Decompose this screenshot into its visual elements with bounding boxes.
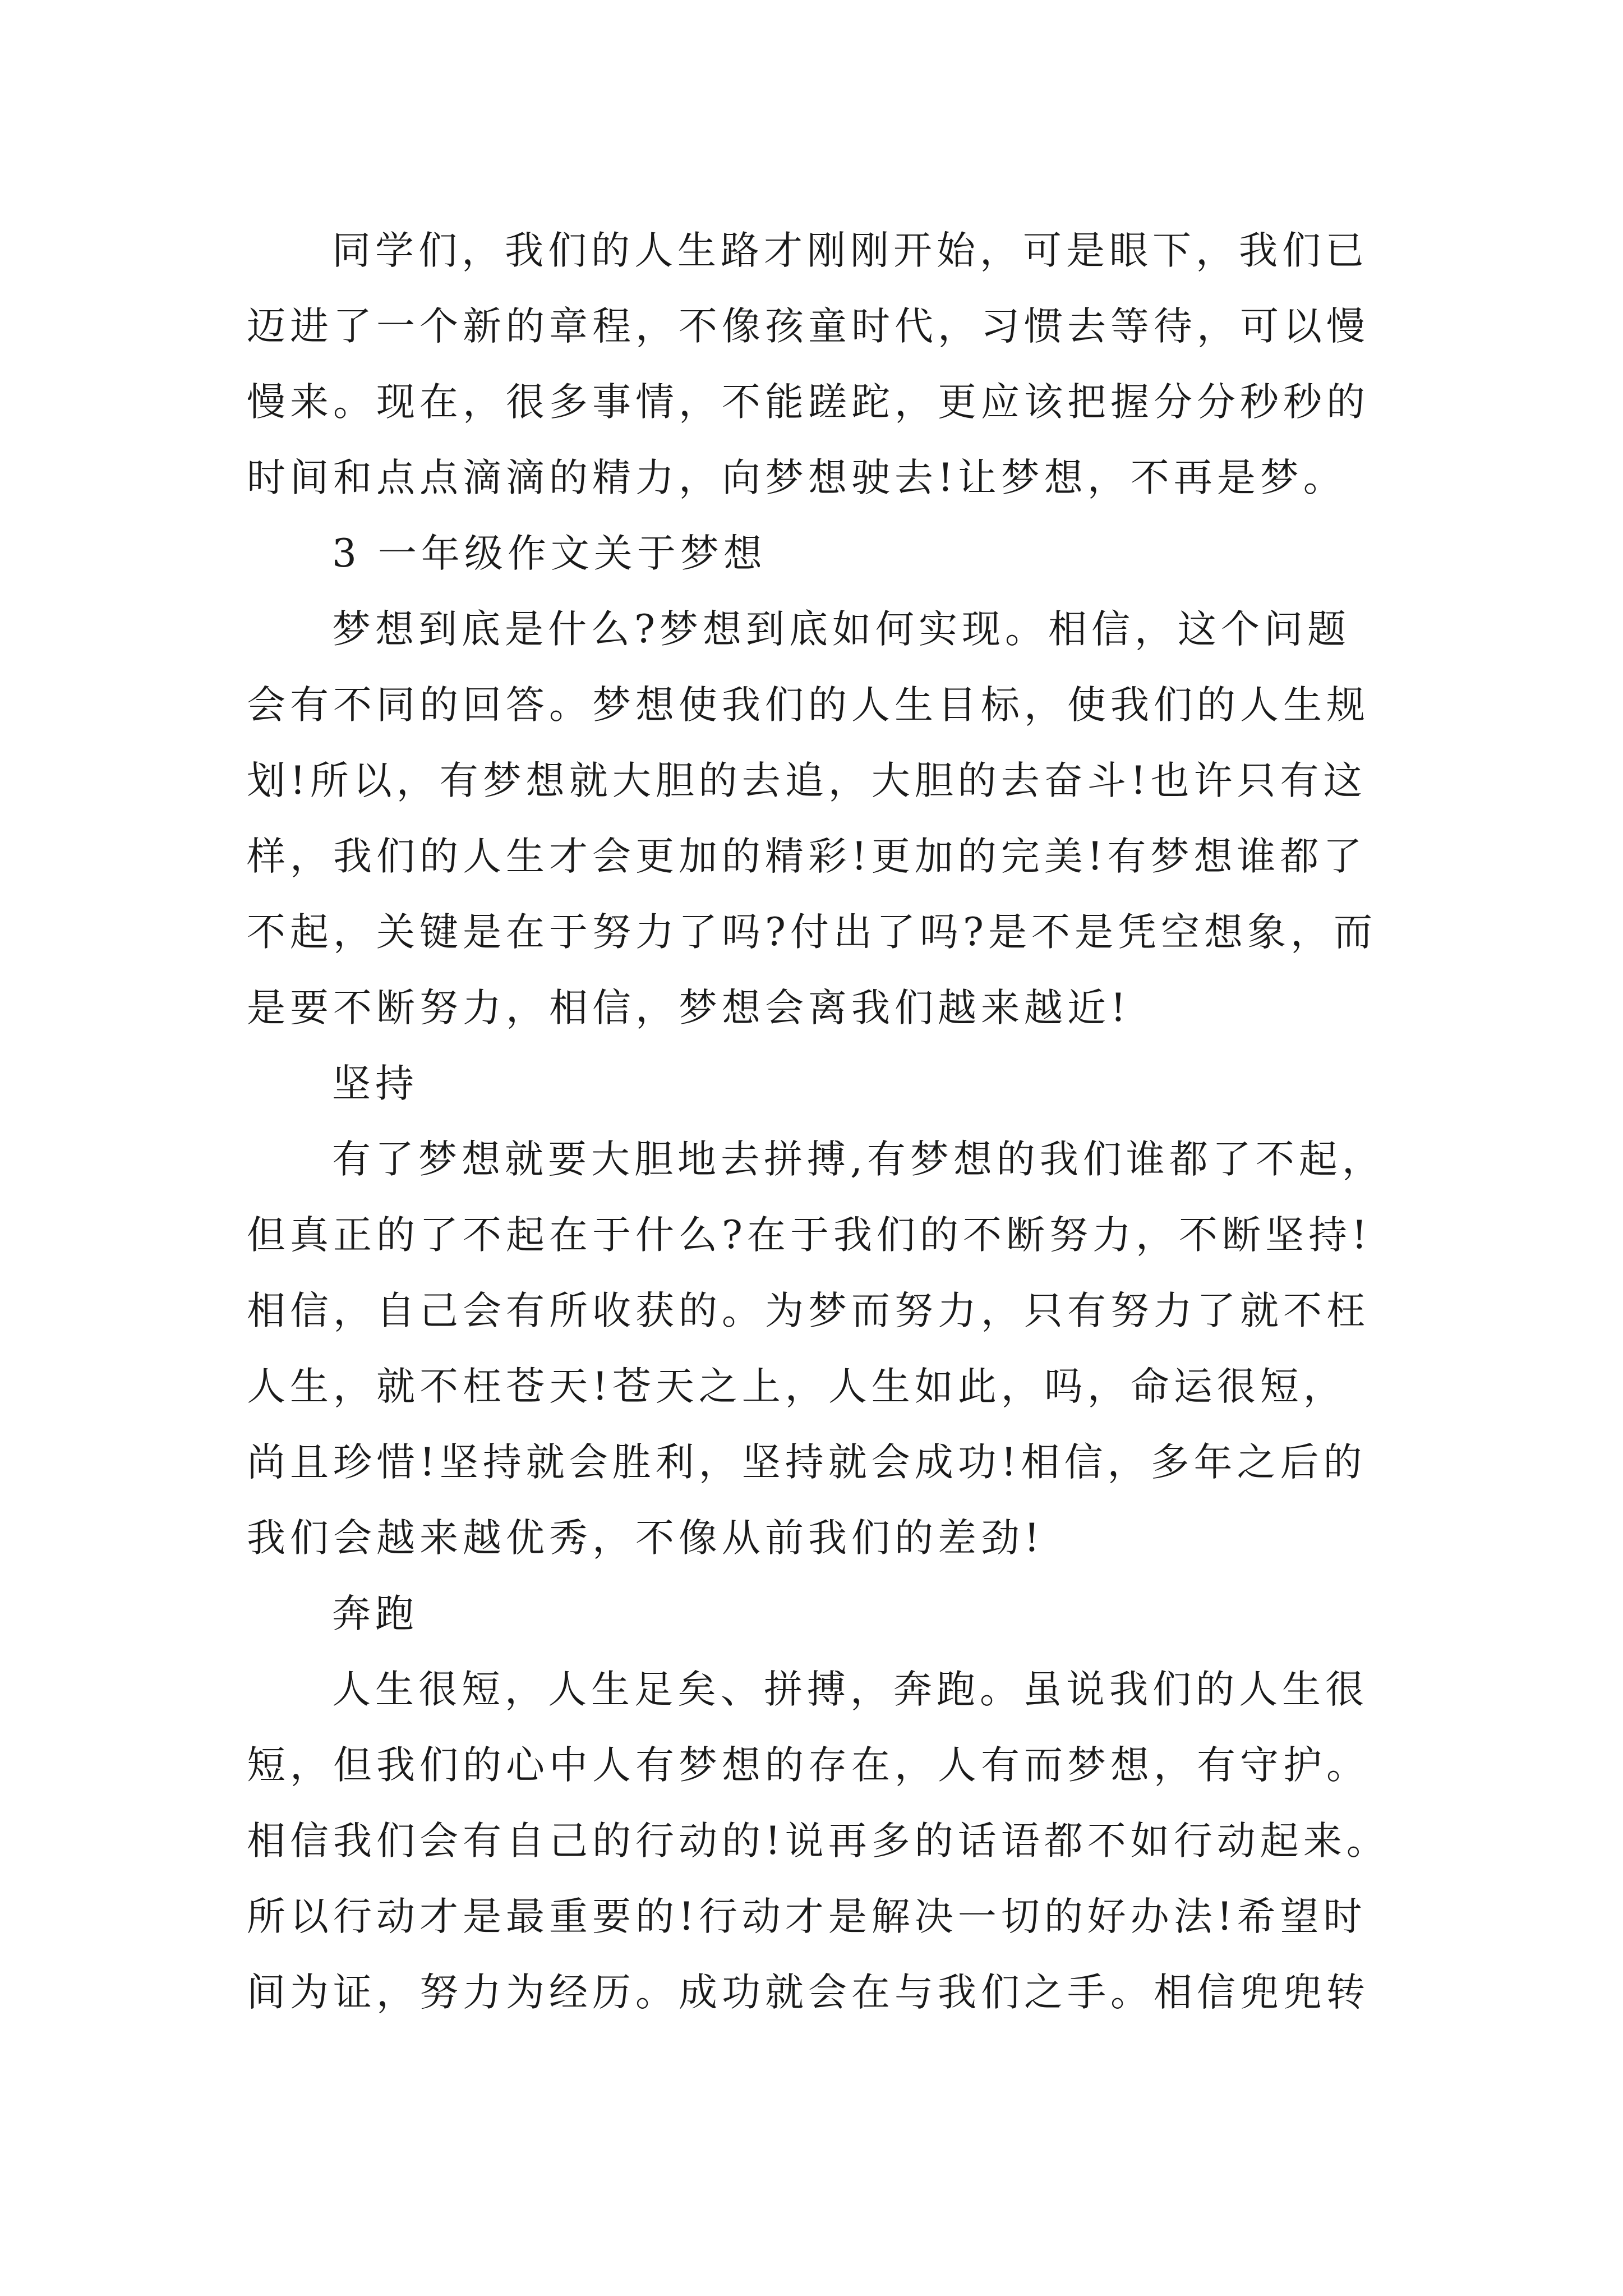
section-heading-persistence: 坚持 bbox=[332, 1061, 418, 1106]
paragraph-line: 我们会越来越优秀，不像从前我们的差劲! bbox=[247, 1516, 1044, 1561]
paragraph-line: 时间和点点滴滴的精力，向梦想驶去!让梦想，不再是梦。 bbox=[247, 455, 1347, 500]
paragraph-line: 慢来。现在，很多事情，不能蹉跎，更应该把握分分秒秒的 bbox=[247, 380, 1370, 425]
paragraph-line: 尚且珍惜!坚持就会胜利，坚持就会成功!相信，多年之后的 bbox=[247, 1440, 1367, 1485]
paragraph-line: 同学们，我们的人生路才刚刚开始，可是眼下，我们已 bbox=[332, 228, 1368, 273]
paragraph-line: 相信我们会有自己的行动的!说再多的话语都不如行动起来。 bbox=[247, 1819, 1390, 1864]
paragraph-line: 迈进了一个新的章程，不像孩童时代，习惯去等待，可以慢 bbox=[247, 304, 1370, 349]
section-heading-running: 奔跑 bbox=[332, 1591, 418, 1636]
paragraph-line: 不起，关键是在于努力了吗?付出了吗?是不是凭空想象，而 bbox=[247, 910, 1377, 955]
paragraph-3 bbox=[247, 1122, 1385, 1576]
paragraph-line: 间为证，努力为经历。成功就会在与我们之手。相信兜兜转 bbox=[247, 1970, 1370, 2015]
paragraph-line: 划!所以，有梦想就大胆的去追，大胆的去奋斗!也许只有这 bbox=[247, 758, 1367, 803]
paragraph-4 bbox=[247, 1652, 1390, 2031]
paragraph-line: 样，我们的人生才会更加的精彩!更加的完美!有梦想谁都了 bbox=[247, 834, 1367, 879]
paragraph-line: 有了梦想就要大胆地去拼搏,有梦想的我们谁都了不起， bbox=[332, 1137, 1385, 1182]
paragraph-line: 是要不断努力，相信，梦想会离我们越来越近! bbox=[247, 986, 1131, 1030]
paragraph-line: 相信，自己会有所收获的。为梦而努力，只有努力了就不枉 bbox=[247, 1289, 1370, 1333]
paragraph-line: 但真正的了不起在于什么?在于我们的不断努力，不断坚持! bbox=[247, 1213, 1372, 1258]
paragraph-1 bbox=[247, 213, 1385, 516]
paragraph-line: 人生很短，人生足矣、拼搏，奔跑。虽说我们的人生很 bbox=[332, 1667, 1368, 1712]
paragraph-line: 短，但我们的心中人有梦想的存在，人有而梦想，有守护。 bbox=[247, 1743, 1370, 1788]
paragraph-2 bbox=[247, 592, 1385, 1046]
paragraph-line: 所以行动才是最重要的!行动才是解决一切的好办法!希望时 bbox=[247, 1894, 1367, 1939]
document-body bbox=[247, 213, 1390, 2031]
paragraph-line: 会有不同的回答。梦想使我们的人生目标，使我们的人生规 bbox=[247, 683, 1370, 728]
paragraph-line: 梦想到底是什么?梦想到底如何实现。相信，这个问题 bbox=[332, 607, 1350, 652]
paragraph-line: 人生，就不枉苍天!苍天之上，人生如此，吗，命运很短， bbox=[247, 1364, 1347, 1409]
section-heading-essay-3: 3 一年级作文关于梦想 bbox=[332, 531, 767, 576]
